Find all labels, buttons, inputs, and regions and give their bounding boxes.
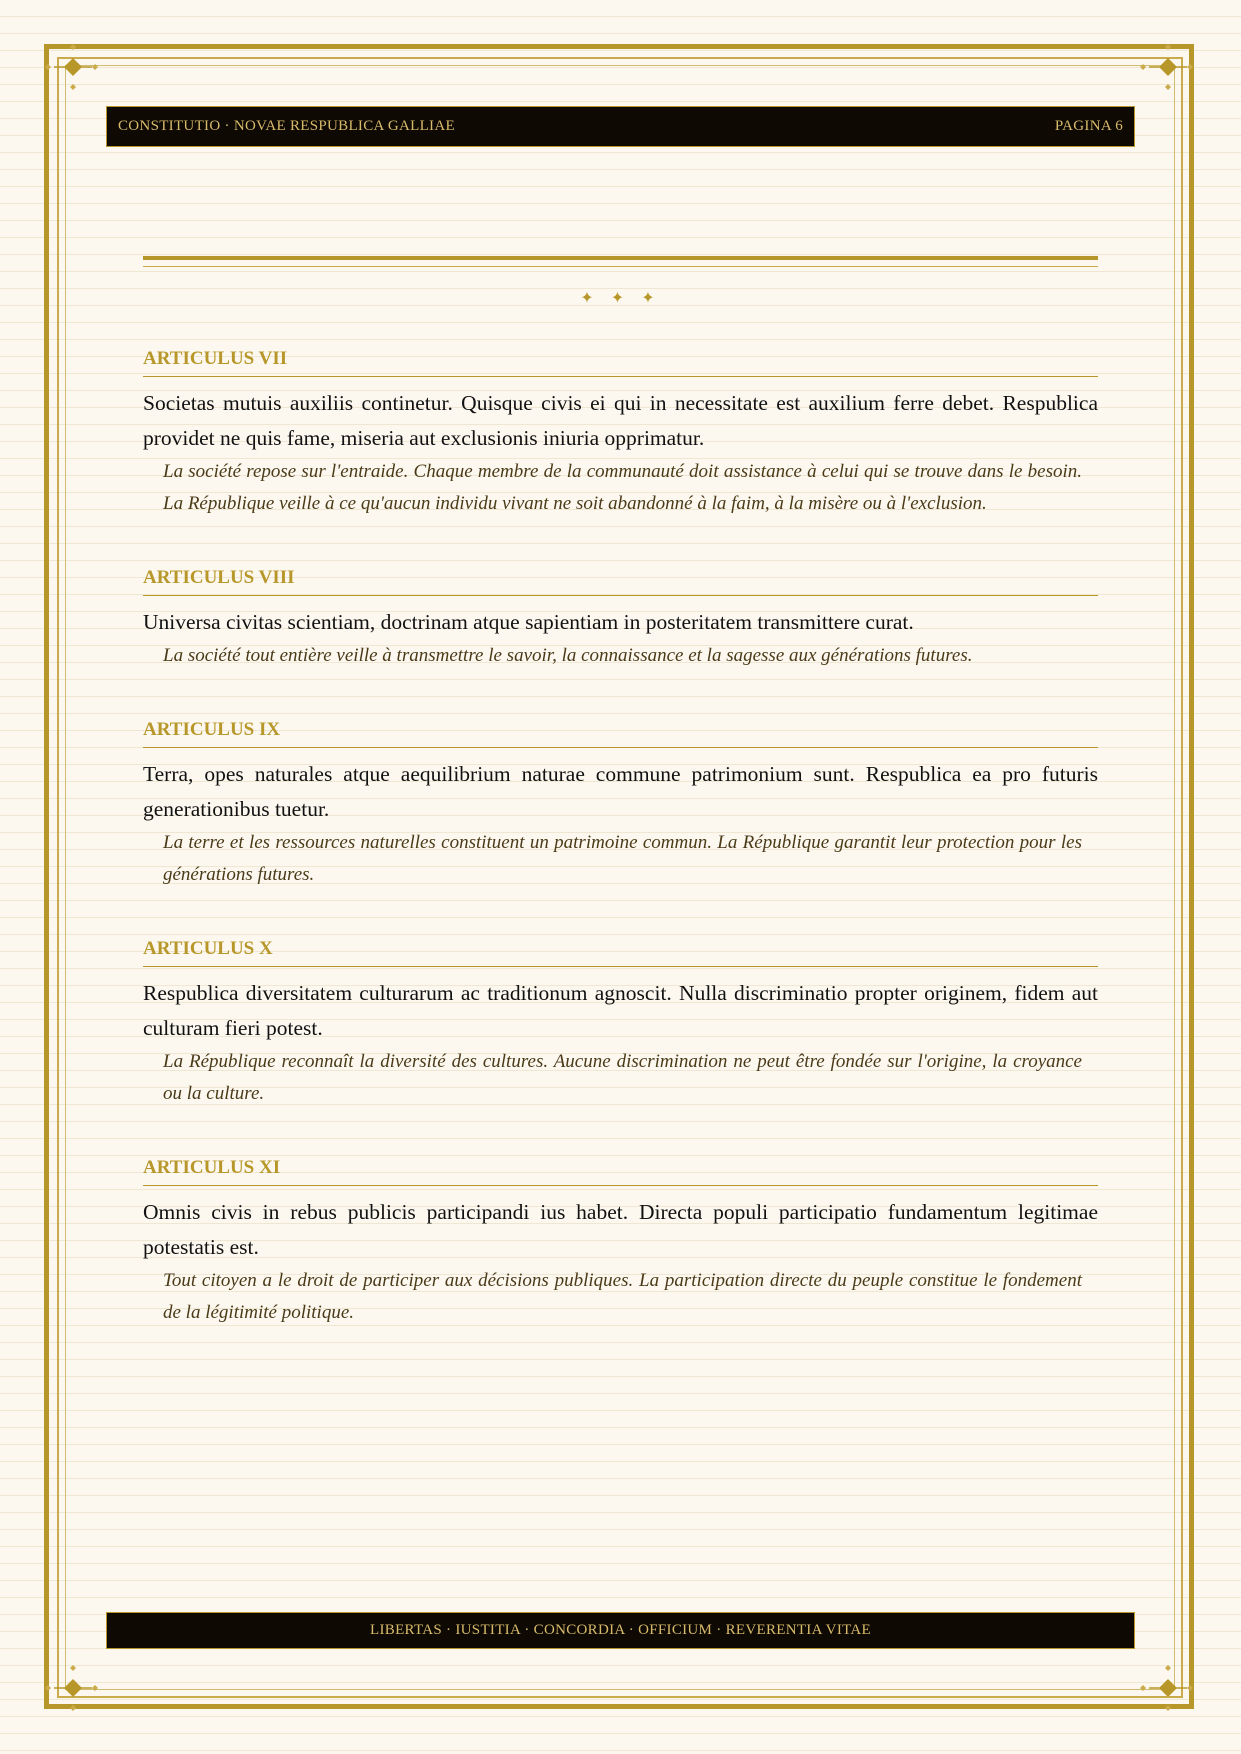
article-latin-text: Respublica diversitatem culturarum ac traditionum agnoscit. Nulla discriminatio propter originem, fidem aut culturam fieri potest. xyxy=(143,981,1098,1040)
article-10 xyxy=(143,937,1098,1110)
article-title: ARTICULUS IX xyxy=(143,718,1098,748)
article-latin-text: Omnis civis in rebus publicis participandi ius habet. Directa populi participatio fundamentum legitimae potestatis est. xyxy=(143,1200,1098,1259)
corner-ornament-icon xyxy=(1133,40,1203,110)
page-footer xyxy=(106,1612,1135,1649)
corner-ornament-icon xyxy=(1133,1645,1203,1715)
article-french-translation: La société tout entière veille à transmettre le savoir, la connaissance et la sagesse aux générations futures. xyxy=(163,645,973,666)
star-ornament-icon: ✦ ✦ ✦ xyxy=(580,288,661,307)
article-latin-text: Societas mutuis auxiliis continetur. Quisque civis ei qui in necessitate est auxilium ferre debet. Respublica providet ne quis fame, miseria aut exclusionis iniuria opprimatur. xyxy=(143,391,1098,450)
corner-ornament-icon xyxy=(38,1645,108,1715)
article-french-translation: La terre et les ressources naturelles constituent un patrimoine commun. La République garantit leur protection pour les générations futures. xyxy=(163,832,1082,885)
footer-motto: LIBERTAS · IUSTITIA · CONCORDIA · OFFICIUM · REVERENTIA VITAE xyxy=(370,1622,871,1638)
document-title: CONSTITUTIO · NOVAE RESPUBLICA GALLIAE xyxy=(118,118,455,134)
article-7 xyxy=(143,347,1098,520)
article-french-translation: La République reconnaît la diversité des cultures. Aucune discrimination ne peut être fondée sur l'origine, la croyance ou la culture. xyxy=(163,1051,1082,1104)
article-title: ARTICULUS VIII xyxy=(143,566,1098,596)
articles-section xyxy=(143,347,1098,1375)
article-latin-text: Universa civitas scientiam, doctrinam atque sapientiam in posteritatem transmittere curat. xyxy=(143,610,914,634)
article-9 xyxy=(143,718,1098,891)
article-latin-text: Terra, opes naturales atque aequilibrium naturae commune patrimonium sunt. Respublica ea pro futuris generationibus tuetur. xyxy=(143,762,1098,821)
top-divider-thick xyxy=(143,256,1098,260)
page-header xyxy=(106,106,1135,147)
article-french-translation: Tout citoyen a le droit de participer aux décisions publiques. La participation directe du peuple constitue le fondement de la légitimité politique. xyxy=(163,1270,1082,1323)
article-title: ARTICULUS X xyxy=(143,937,1098,967)
article-8 xyxy=(143,566,1098,672)
article-french-translation: La société repose sur l'entraide. Chaque membre de la communauté doit assistance à celui qui se trouve dans le besoin. La République veille à ce qu'aucun individu vivant ne soit abandonné à la faim, à la misère ou à l'exclusion. xyxy=(163,461,1082,514)
page-number: PAGINA 6 xyxy=(1054,118,1123,134)
article-title: ARTICULUS XI xyxy=(143,1156,1098,1186)
corner-ornament-icon xyxy=(38,40,108,110)
top-divider-thin xyxy=(143,266,1098,267)
article-11 xyxy=(143,1156,1098,1329)
article-title: ARTICULUS VII xyxy=(143,347,1098,377)
